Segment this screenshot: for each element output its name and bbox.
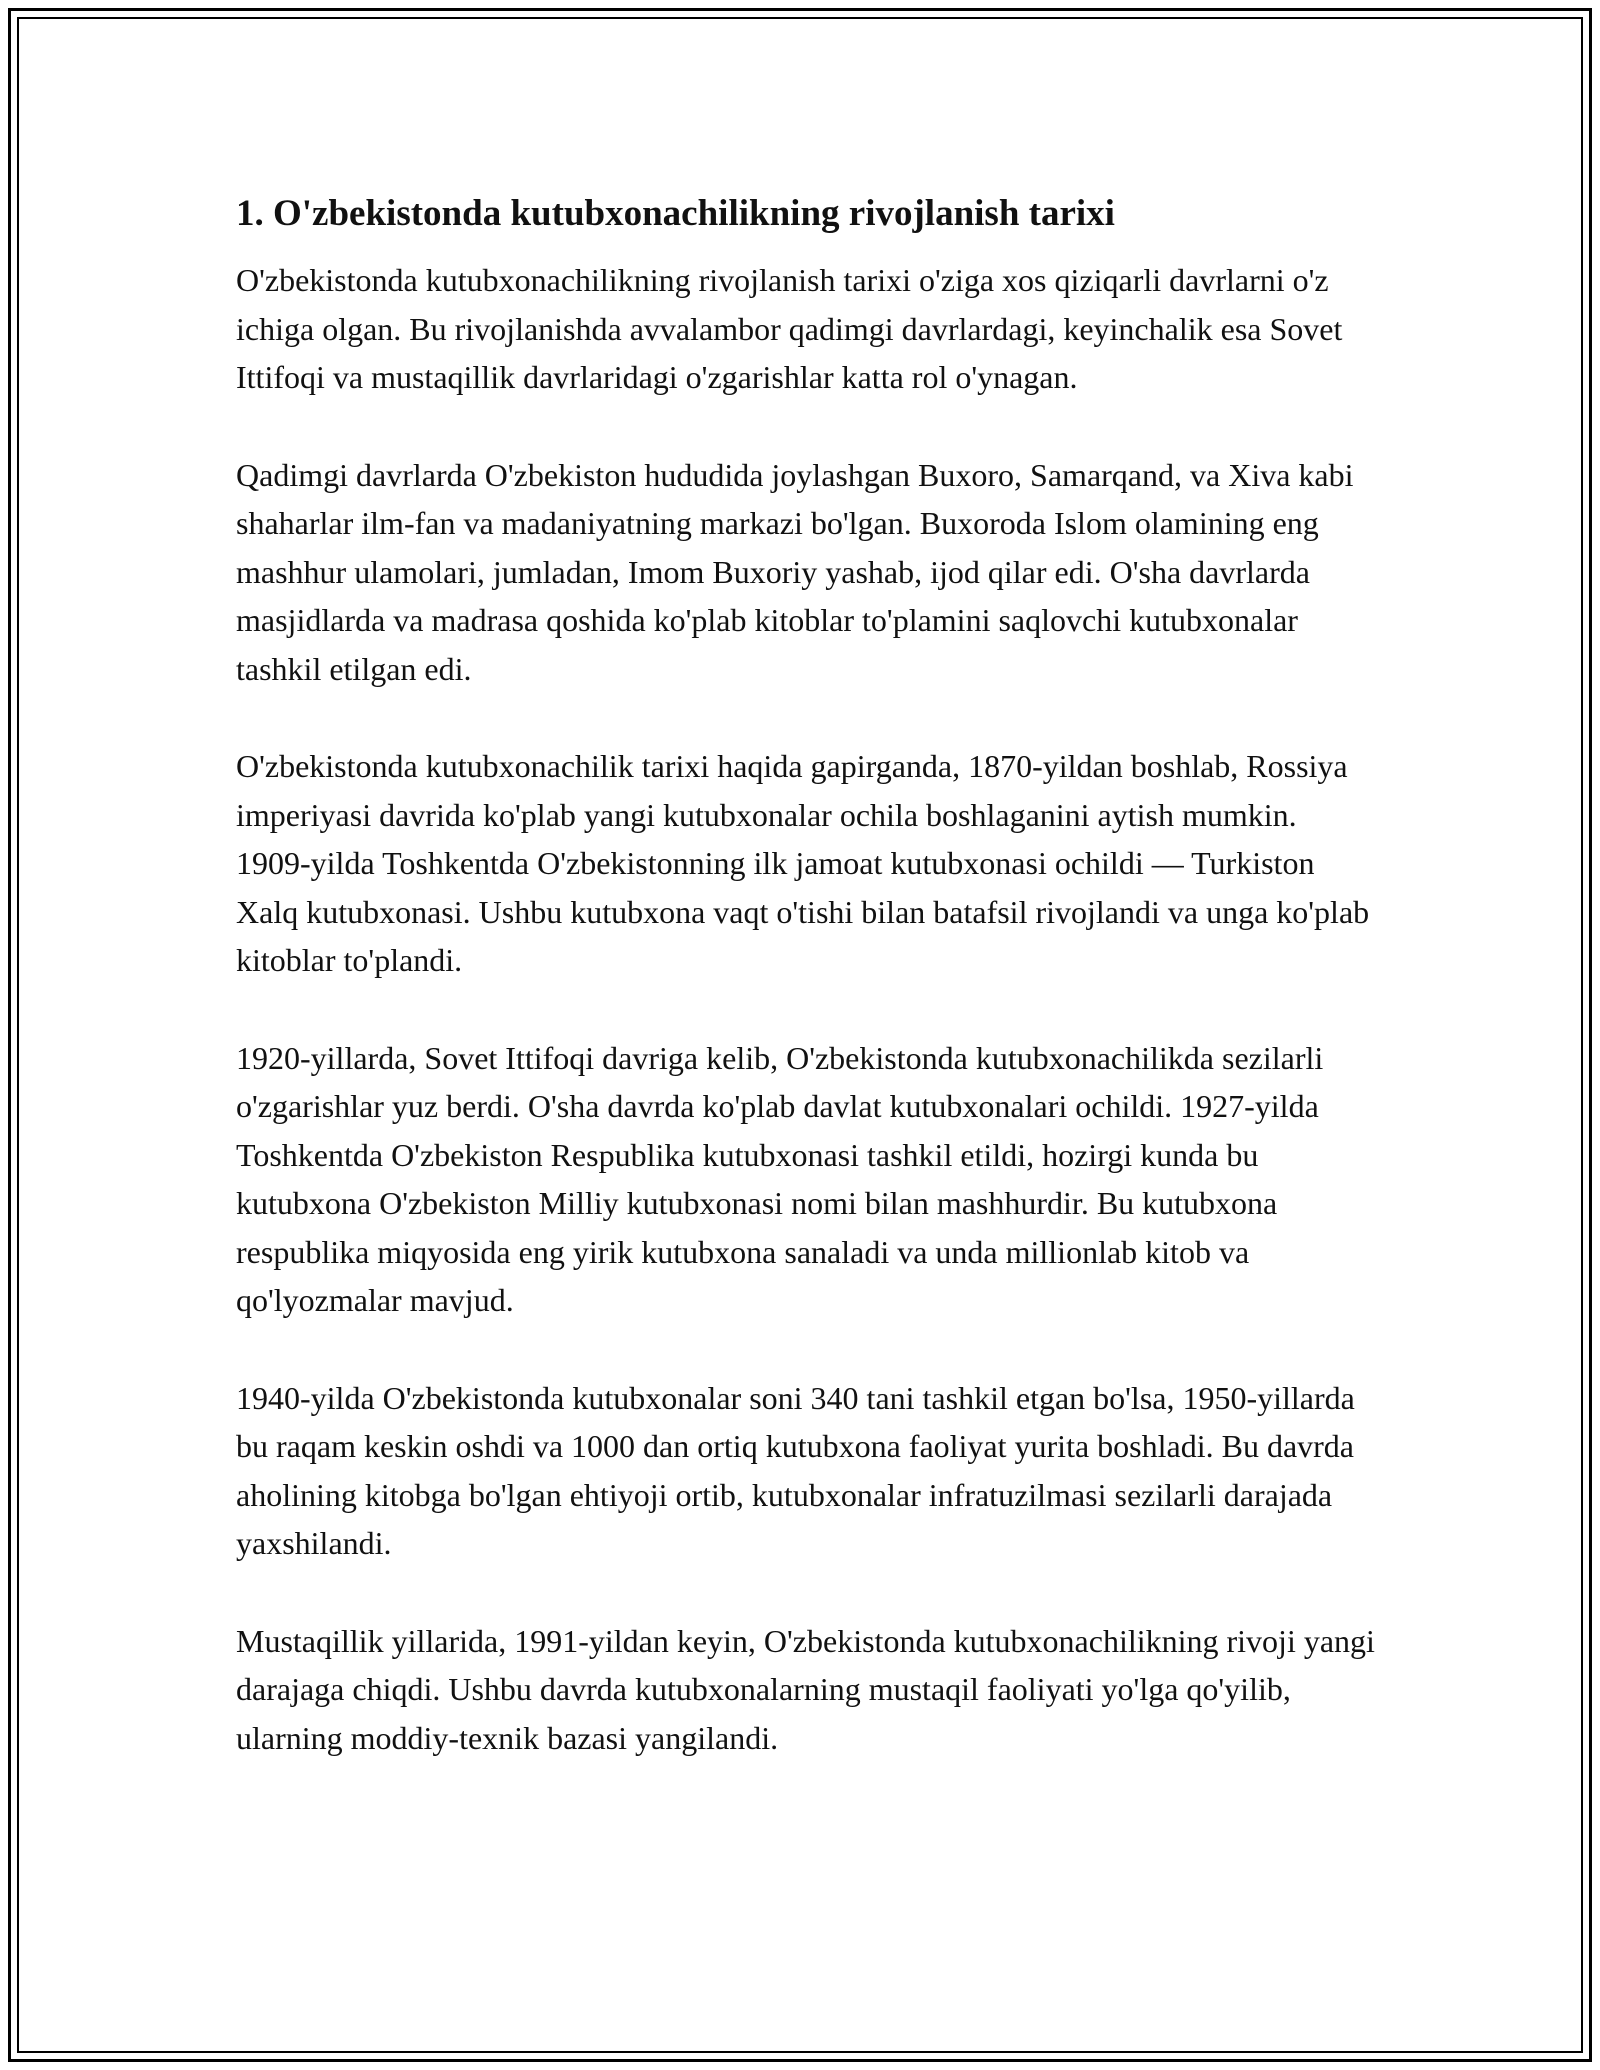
document-body: [236, 188, 1376, 1811]
paragraph-4: 1920-yillarda, Sovet Ittifoqi davriga kelib, O'zbekistonda kutubxonachilikda sezilarli o'zgarishlar yuz berdi. O'sha davrda ko'plab davlat kutubxonalari ochildi. 1927-yilda Toshkentda O'zbekiston Respublika kutubxonasi tashkil etildi, hozirgi kunda bu kutubxona O'zbekiston Milliy kutubxonasi nomi bilan mashhurdir. Bu kutubxona respublika miqyosida eng yirik kutubxona sanaladi va unda millionlab kitob va qo'lyozmalar mavjud.: [236, 1039, 1324, 1318]
paragraph-3: O'zbekistonda kutubxonachilik tarixi haqida gapirganda, 1870-yildan boshlab, Rossiya imperiyasi davrida ko'plab yangi kutubxonalar ochila boshlaganini aytish mumkin. 1909-yilda Toshkentda O'zbekistonning ilk jamoat kutubxonasi ochildi — Turkiston Xalq kutubxonasi. Ushbu kutubxona vaqt o'tishi bilan batafsil rivojlandi va unga ko'plab kitoblar to'plandi.: [236, 748, 1370, 978]
section-title: 1. O'zbekistonda kutubxonachilikning rivojlanish tarixi: [236, 193, 1115, 234]
paragraph-5: 1940-yilda O'zbekistonda kutubxonalar soni 340 tani tashkil etgan bo'lsa, 1950-yillarda bu raqam keskin oshdi va 1000 dan ortiq kutubxona faoliyat yurita boshladi. Bu davrda aholining kitobga bo'lgan ehtiyoji ortib, kutubxonalar infratuzilmasi sezilarli darajada yaxshilandi.: [236, 1379, 1355, 1561]
paragraph-6: Mustaqillik yillarida, 1991-yildan keyin, O'zbekistonda kutubxonachilikning rivoji yangi darajaga chiqdi. Ushbu davrda kutubxonalarning mustaqil faoliyati yo'lga qo'yilib, ularning moddiy-texnik bazasi yangilandi.: [236, 1622, 1375, 1756]
paragraph-2: Qadimgi davrlarda O'zbekiston hududida joylashgan Buxoro, Samarqand, va Xiva kabi shaharlar ilm-fan va madaniyatning markazi bo'lgan. Buxoroda Islom olamining eng mashhur ulamolari, jumladan, Imom Buxoriy yashab, ijod qilar edi. O'sha davrlarda masjidlarda va madrasa qoshida ko'plab kitoblar to'plamini saqlovchi kutubxonalar tashkil etilgan edi.: [236, 456, 1354, 687]
paragraph-1: O'zbekistonda kutubxonachilikning rivojlanish tarixi o'ziga xos qiziqarli davrlarni o'z ichiga olgan. Bu rivojlanishda avvalambor qadimgi davrlardagi, keyinchalik esa Sovet Ittifoqi va mustaqillik davrlaridagi o'zgarishlar katta rol o'ynagan.: [236, 262, 1343, 395]
